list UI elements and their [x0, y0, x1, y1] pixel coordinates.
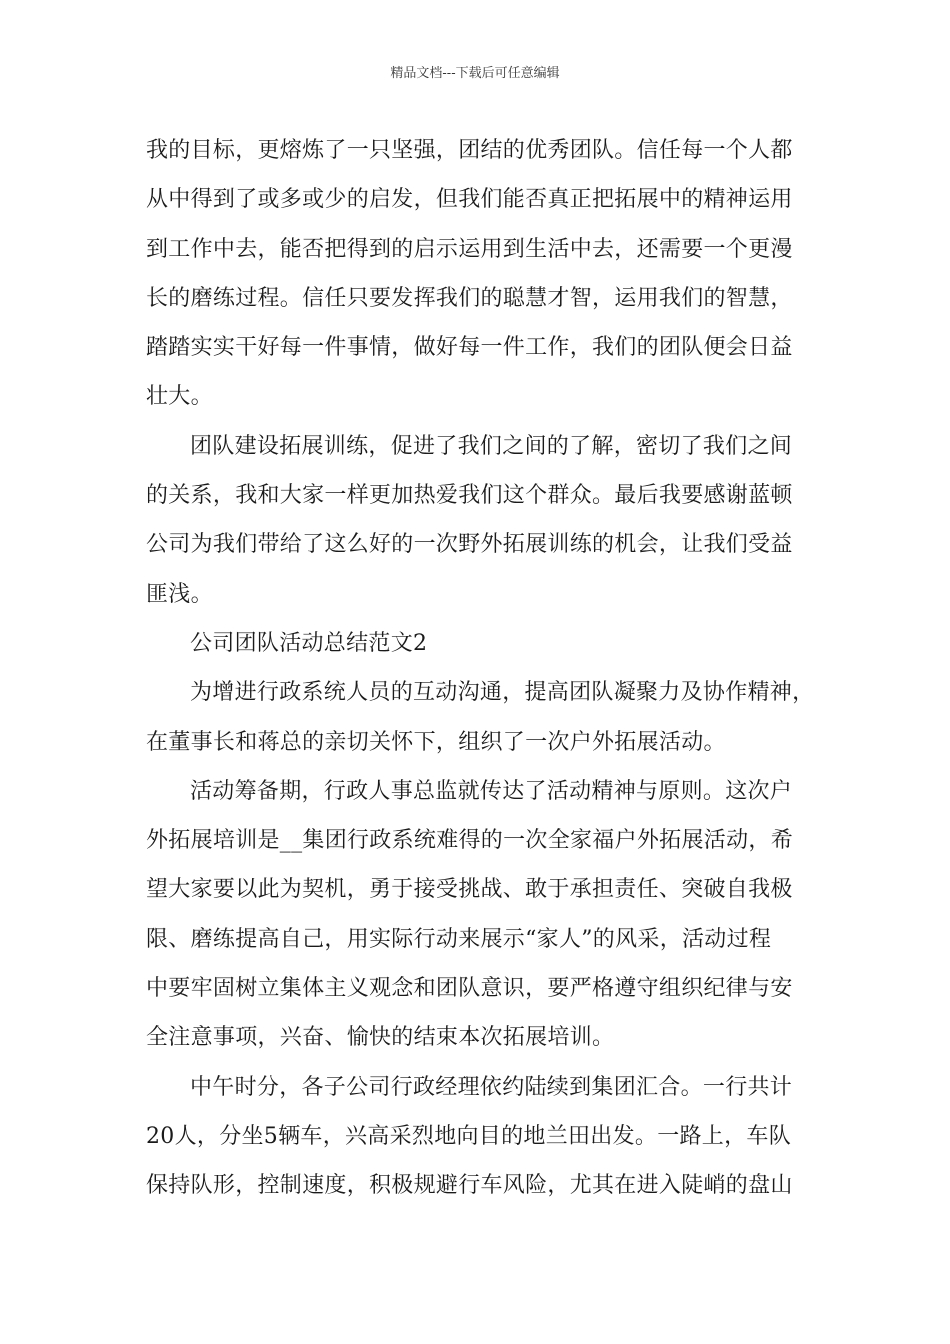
text-line: 活动筹备期，行政人事总监就传达了活动精神与原则。这次户	[190, 778, 793, 804]
text-line: 为增进行政系统人员的互动沟通，提高团队凝聚力及协作精神，	[190, 680, 815, 706]
text-line: 公司团队活动总结范文2	[190, 630, 428, 656]
text-line: 中要牢固树立集体主义观念和团队意识，要严格遵守组织纪律与安	[146, 976, 793, 1002]
text-line: 壮大。	[146, 384, 213, 410]
text-line: 望大家要以此为契机，勇于接受挑战、敢于承担责任、突破自我极	[146, 877, 793, 903]
page-header: 精品文档---下载后可任意编辑	[390, 66, 560, 81]
text-line: 在董事长和蒋总的亲切关怀下，组织了一次户外拓展活动。	[146, 729, 726, 755]
text-line: 到工作中去，能否把得到的启示运用到生活中去，还需要一个更漫	[146, 236, 793, 262]
text-line: 团队建设拓展训练，促进了我们之间的了解，密切了我们之间	[190, 433, 793, 459]
document-body	[146, 126, 815, 1211]
text-line: 中午时分，各子公司行政经理依约陆续到集团汇合。一行共计	[190, 1074, 793, 1100]
text-line: 踏踏实实干好每一件事情，做好每一件工作，我们的团队便会日益	[146, 335, 793, 361]
text-line: 外拓展培训是__集团行政系统难得的一次全家福户外拓展活动，希	[146, 828, 794, 854]
text-line: 长的磨练过程。信任只要发挥我们的聪慧才智，运用我们的智慧，	[146, 285, 793, 311]
text-line: 20人，分坐5辆车，兴高采烈地向目的地兰田出发。一路上，车队	[146, 1123, 791, 1149]
text-line: 公司为我们带给了这么好的一次野外拓展训练的机会，让我们受益	[146, 532, 793, 558]
text-line: 我的目标，更熔炼了一只坚强，团结的优秀团队。信任每一个人都	[146, 138, 793, 163]
text-line: 全注意事项，兴奋、愉快的结束本次拓展培训。	[146, 1025, 615, 1051]
text-line: 的关系，我和大家一样更加热爱我们这个群众。最后我要感谢蓝顿	[146, 483, 793, 509]
text-line: 匪浅。	[146, 581, 213, 607]
text-line: 从中得到了或多或少的启发，但我们能否真正把拓展中的精神运用	[146, 187, 793, 213]
text-line: 保持队形，控制速度，积极规避行车风险，尤其在进入陡峭的盘山	[146, 1173, 793, 1199]
text-line: 限、磨练提高自己，用实际行动来展示“家人”的风采，活动过程	[146, 926, 772, 952]
